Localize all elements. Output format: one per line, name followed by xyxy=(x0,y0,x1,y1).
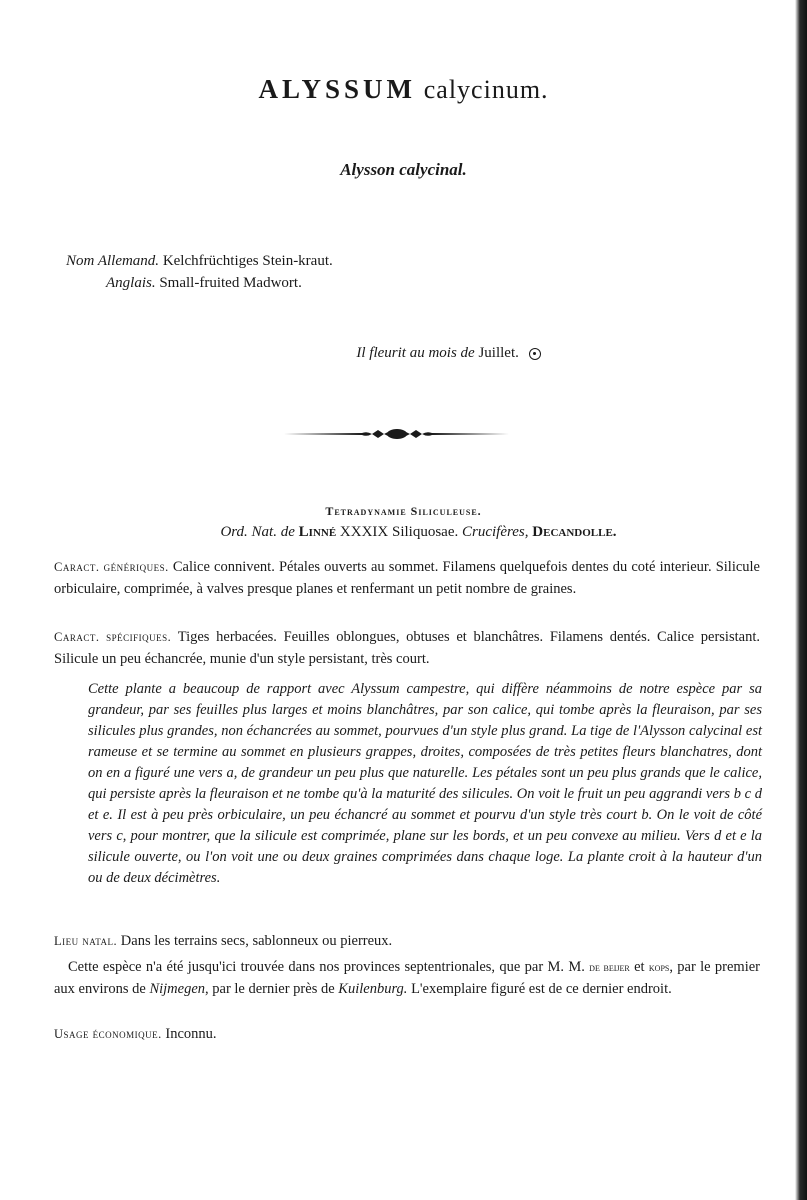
german-name: Kelchfrüchtiges Stein-kraut. xyxy=(162,253,333,269)
distribution-paragraph xyxy=(54,956,760,1000)
title-genus: ALYSSUM xyxy=(258,74,416,104)
flowering-month: Juillet. xyxy=(478,345,519,361)
order-de: de xyxy=(280,524,295,540)
vernacular-names xyxy=(66,250,333,294)
french-name: Alysson calycinal. xyxy=(340,160,467,179)
habitat-heading: Lieu natal. xyxy=(54,934,118,948)
annual-symbol-icon xyxy=(529,348,541,360)
decandolle-name: Decandolle. xyxy=(532,524,617,540)
order-prefix: Ord. Nat. xyxy=(220,524,277,540)
english-name: Small-fruited Madwort. xyxy=(159,275,302,291)
english-name-row xyxy=(66,272,333,294)
specific-heading: Caract. spécifiques. xyxy=(54,630,172,644)
found-and: et xyxy=(634,959,645,975)
found-text-4: L'exemplaire figuré est de ce dernier endroit. xyxy=(411,981,672,997)
found-text-3: , par le dernier près de xyxy=(205,981,335,997)
generic-text: Calice connivent. Pétales ouverts au sommet. Filamens quelquefois dentes du coté interieur. Silicule orbiculaire, comprimée, à valves presque planes et renfermant un petit nombre de graines. xyxy=(54,559,760,597)
page-edge-shadow xyxy=(795,0,807,1200)
specific-text: Tiges herbacées. Feuilles oblongues, obtuses et blanchâtres. Filamens dentés. Calice persistant. Silicule un peu échancrée, munie d'un style persistant, très court. xyxy=(54,629,760,667)
natural-order xyxy=(0,524,807,541)
generic-characters xyxy=(54,556,760,600)
ornament-divider-icon xyxy=(282,424,512,444)
economic-usage xyxy=(54,1023,760,1045)
place-1: Nijmegen xyxy=(149,981,206,997)
usage-heading: Usage économique. xyxy=(54,1027,162,1041)
found-text-1: Cette espèce n'a été jusqu'ici trouvée dans nos provinces septentrionales, que par M. M. xyxy=(68,959,585,975)
page-title xyxy=(0,74,807,105)
habitat xyxy=(54,930,760,952)
usage-text: Inconnu. xyxy=(165,1026,217,1042)
specific-characters xyxy=(54,626,760,670)
linnaean-class: Tetradynamie Siliculeuse. xyxy=(325,504,482,518)
generic-heading: Caract. génériques. xyxy=(54,560,169,574)
person-2: kops xyxy=(648,960,670,974)
habitat-text: Dans les terrains secs, sablonneux ou pierreux. xyxy=(120,933,393,949)
linne-name: Linné xyxy=(298,524,337,540)
family-name: Crucifères, xyxy=(462,524,529,540)
flowering-text: Il fleurit au mois de xyxy=(356,345,475,361)
description-paragraph: Cette plante a beaucoup de rapport avec Alyssum campestre, qui diffère néammoins de notre espèce par sa grandeur, par ses feuilles plus larges et moins blanchâtres, par son calice, qui tombe après la fleuraison, par ses silicules plus grandes, non échancrées au sommet, pourvues d'un style plus grand. La tige de l'Alysson calycinal est rameuse et se termine au sommet en plusieurs grappes, droites, composées de très petites fleurs blanchatres, dont on en a figuré une vers a, de grandeur un peu plus que naturelle. Les pétales sont un peu plus grands que le calice, qui persiste après la fleuraison et ne tombe qu'à la maturité des silicules. On voit le fruit un peu aggrandi vers b c d et e. Il est à peu près orbiculaire, un peu échancré au sommet et pourvu d'un style très court b. On le voit de côté vers c, pour montrer, que la silicule est comprimée, plane sur les bords, et un peu convexe au milieu. Vers d et e la silicule ouverte, ou l'on voit une ou deux graines comprimées dans chaque loge. La plante croit à la hauteur d'un ou de deux décimètres. xyxy=(88,681,762,886)
order-value: XXXIX Siliquosae. xyxy=(339,524,459,540)
german-label: Nom Allemand. xyxy=(66,253,160,269)
title-species: calycinum. xyxy=(423,75,549,104)
flowering-time xyxy=(0,345,807,362)
person-1: de beijer xyxy=(589,960,630,974)
place-2: Kuilenburg. xyxy=(338,981,408,997)
found-text-2: , par le premier aux environs de xyxy=(54,959,761,997)
english-label: Anglais. xyxy=(106,275,156,291)
german-name-row xyxy=(66,250,333,272)
